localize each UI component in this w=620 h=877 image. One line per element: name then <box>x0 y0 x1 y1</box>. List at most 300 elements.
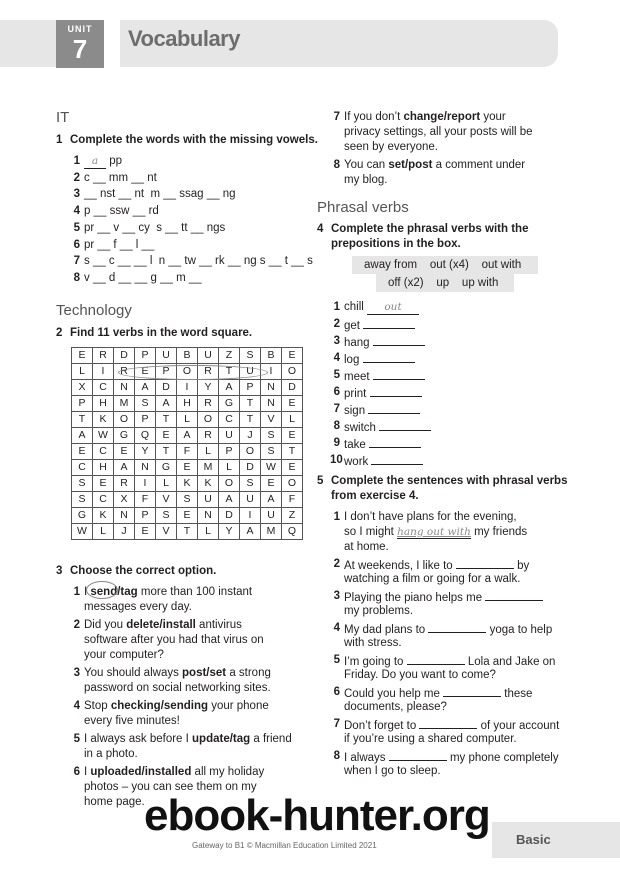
item-segment: a comment under <box>432 159 526 171</box>
item-number: 3 <box>333 335 340 347</box>
grid-cell: T <box>72 412 93 428</box>
handwritten-answer: out <box>367 302 419 315</box>
item-line <box>84 618 242 633</box>
item-line <box>344 351 415 368</box>
item-segment: Playing the piano helps me <box>344 592 486 604</box>
grid-cell: I <box>261 364 282 380</box>
grid-row <box>72 508 303 524</box>
grid-cell: Z <box>219 348 240 364</box>
phrasal-verb: work <box>344 456 369 468</box>
grid-row <box>72 380 303 396</box>
item-number: 6 <box>333 686 340 698</box>
word-box-text-2: off (x2) up up with <box>388 277 499 289</box>
grid-row <box>72 492 303 508</box>
grid-row <box>72 396 303 412</box>
unit-label: UNIT <box>67 24 93 34</box>
grid-cell: R <box>114 364 135 380</box>
grid-cell: A <box>177 428 198 444</box>
grid-cell: R <box>198 428 219 444</box>
grid-cell: Y <box>219 524 240 540</box>
item-segment: so I might <box>344 526 398 538</box>
grid-cell: C <box>93 492 114 508</box>
item-text <box>84 154 122 169</box>
grid-cell: T <box>156 412 177 428</box>
grid-cell: V <box>156 524 177 540</box>
unit-badge <box>56 20 104 68</box>
grid-cell: M <box>261 524 282 540</box>
grid-cell: P <box>72 396 93 412</box>
grid-cell: P <box>156 364 177 380</box>
grid-cell: K <box>93 412 114 428</box>
grid-cell: I <box>177 380 198 396</box>
item-word: v __ d __ __ g __ m __ <box>84 271 202 284</box>
grid-cell: P <box>219 444 240 460</box>
grid-cell: S <box>261 428 282 444</box>
item-line-cont: photos – you can see them on my <box>84 781 257 793</box>
grid-cell: A <box>240 524 261 540</box>
item-segment: Lola and Jake on <box>464 656 556 668</box>
grid-cell: H <box>177 396 198 412</box>
grid-cell: D <box>282 380 303 396</box>
circled-option-send <box>86 581 118 599</box>
item-line <box>344 436 421 453</box>
grid-cell: S <box>72 476 93 492</box>
item-number: 10 <box>330 454 343 466</box>
answer-blank <box>419 717 477 729</box>
item-text <box>84 238 154 253</box>
grid-cell: L <box>198 524 219 540</box>
grid-cell: K <box>198 476 219 492</box>
grid-cell: S <box>177 492 198 508</box>
grid-row <box>72 476 303 492</box>
grid-cell: X <box>72 380 93 396</box>
item-segment: If you don’t <box>344 111 404 123</box>
grid-cell: H <box>93 396 114 412</box>
item-line <box>344 334 425 351</box>
grid-cell: E <box>135 364 156 380</box>
answer-blank <box>363 351 415 363</box>
item-segment: your <box>480 111 506 123</box>
item-word: pr __ f __ l __ <box>84 238 155 251</box>
item-number: 2 <box>73 171 80 184</box>
item-segment: Stop <box>84 700 111 712</box>
item-line: at home. <box>344 541 389 553</box>
grid-cell: D <box>219 508 240 524</box>
grid-cell: A <box>114 460 135 476</box>
grid-cell: S <box>240 476 261 492</box>
item-segment: a strong <box>226 667 271 679</box>
item-segment: I <box>84 766 91 778</box>
item-line-cont: software after you had that virus on <box>84 634 264 646</box>
item-number: 5 <box>333 369 340 381</box>
grid-row <box>72 348 303 364</box>
grid-cell: F <box>177 444 198 460</box>
item-number: 3 <box>73 188 80 201</box>
phrasal-verb: meet <box>344 371 370 383</box>
item-number: 4 <box>73 205 80 218</box>
item-segment: checking/sending <box>110 700 208 712</box>
grid-cell: X <box>114 492 135 508</box>
item-line-cont: home page. <box>84 796 145 808</box>
grid-cell: L <box>93 524 114 540</box>
item-word: c __ mm __ nt <box>84 171 157 184</box>
item-line <box>84 666 271 681</box>
answer-blank <box>379 419 431 431</box>
item-line <box>84 699 269 714</box>
grid-cell: O <box>240 444 261 460</box>
item-number: 5 <box>73 733 80 745</box>
item-number: 4 <box>333 352 340 364</box>
item-number: 6 <box>333 386 340 398</box>
grid-cell: C <box>93 444 114 460</box>
word-box-text-1: away from out (x4) out with <box>364 259 522 271</box>
item-segment: I always <box>344 752 389 764</box>
item-line: watching a film or going for a walk. <box>344 573 521 585</box>
grid-cell: G <box>156 460 177 476</box>
item-number: 1 <box>73 155 80 167</box>
item-segment: I always ask before I <box>84 733 193 745</box>
grid-cell: W <box>261 460 282 476</box>
word-box-row-2 <box>376 274 514 292</box>
item-segment: uploaded/installed <box>90 766 192 778</box>
item-line-cont: privacy settings, all your posts will be <box>344 126 533 138</box>
watermark-text: ebook-hunter.org <box>144 791 490 840</box>
grid-cell: A <box>219 492 240 508</box>
grid-cell: L <box>72 364 93 380</box>
grid-cell: C <box>93 380 114 396</box>
answer-blank <box>485 589 543 601</box>
grid-cell: O <box>282 364 303 380</box>
item-segment: these <box>501 688 533 700</box>
item-line-cont: in a photo. <box>84 748 138 760</box>
grid-cell: U <box>240 492 261 508</box>
grid-cell: T <box>240 412 261 428</box>
grid-cell: H <box>93 460 114 476</box>
answer-blank <box>371 453 423 465</box>
item-line <box>344 419 431 436</box>
grid-cell: B <box>177 348 198 364</box>
grid-cell: O <box>198 412 219 428</box>
item-number: 2 <box>333 558 340 570</box>
answer-blank <box>370 385 422 397</box>
item-segment: yoga to help <box>486 624 553 636</box>
grid-cell: E <box>282 396 303 412</box>
grid-cell: L <box>282 412 303 428</box>
item-word: __ nst __ nt m __ ssag __ ng <box>84 188 236 201</box>
grid-cell: E <box>177 508 198 524</box>
item-text <box>84 187 236 202</box>
item-number: 6 <box>73 238 80 251</box>
item-line-cont: my blog. <box>344 174 388 186</box>
handwritten-answer: hang out with <box>397 526 471 538</box>
item-number: 2 <box>73 619 80 631</box>
grid-cell: Q <box>282 524 303 540</box>
grid-cell: N <box>114 508 135 524</box>
answer-blank <box>363 317 415 329</box>
grid-cell: Y <box>198 380 219 396</box>
grid-cell: A <box>261 492 282 508</box>
grid-cell: I <box>240 508 261 524</box>
item-line <box>344 158 525 173</box>
item-word: pr __ v __ cy s __ tt __ ngs <box>84 221 226 234</box>
grid-cell: E <box>282 348 303 364</box>
grid-cell: L <box>198 444 219 460</box>
item-text <box>84 221 225 236</box>
phrasal-verb: get <box>344 320 360 332</box>
phrasal-verb: log <box>344 354 360 366</box>
grid-cell: J <box>114 524 135 540</box>
phrasal-verb: take <box>344 439 366 451</box>
item-segment: At weekends, I like to <box>344 560 456 572</box>
item-line-cont: password on social networking sites. <box>84 682 271 694</box>
item-word: p __ ssw __ rd <box>84 205 159 218</box>
grid-cell: E <box>93 476 114 492</box>
grid-cell: S <box>135 396 156 412</box>
item-line: I don’t have plans for the evening, <box>344 511 517 523</box>
grid-cell: U <box>261 508 282 524</box>
item-line <box>344 385 422 402</box>
word-box-row-1 <box>352 256 538 274</box>
item-number: 7 <box>73 255 80 268</box>
item-segment: post/set <box>182 667 227 679</box>
grid-cell: E <box>282 460 303 476</box>
grid-cell: M <box>114 396 135 412</box>
item-segment: delete/install <box>126 619 196 631</box>
item-segment: I <box>84 586 91 598</box>
grid-cell: T <box>282 444 303 460</box>
item-segment: all my holiday <box>191 766 265 778</box>
item-number: 1 <box>333 301 340 313</box>
grid-row <box>72 428 303 444</box>
grid-cell: D <box>114 348 135 364</box>
grid-cell: R <box>114 476 135 492</box>
grid-cell: T <box>240 396 261 412</box>
unit-number: 7 <box>72 34 88 64</box>
answer-blank <box>373 334 425 346</box>
grid-cell: O <box>114 412 135 428</box>
item-number: 1 <box>73 586 80 598</box>
grid-cell: Q <box>135 428 156 444</box>
grid-cell: A <box>156 396 177 412</box>
grid-cell: E <box>261 476 282 492</box>
page-label: Basic <box>516 832 551 847</box>
grid-cell: E <box>114 444 135 460</box>
answer-blank <box>443 685 501 697</box>
grid-cell: D <box>156 380 177 396</box>
item-line: if you’re using a shared computer. <box>344 733 517 745</box>
grid-cell: W <box>72 524 93 540</box>
item-line-cont: every five minutes! <box>84 715 180 727</box>
item-number: 7 <box>333 403 340 415</box>
item-segment: by <box>513 560 530 572</box>
grid-cell: L <box>177 412 198 428</box>
grid-cell: I <box>135 476 156 492</box>
item-number: 8 <box>333 750 340 762</box>
grid-cell: B <box>261 348 282 364</box>
grid-cell: V <box>156 492 177 508</box>
item-segment: You should always <box>84 667 183 679</box>
grid-cell: O <box>219 476 240 492</box>
grid-cell: C <box>72 460 93 476</box>
item-line-cont: your computer? <box>84 649 164 661</box>
grid-cell: G <box>219 396 240 412</box>
item-number: 2 <box>333 318 340 330</box>
grid-cell: A <box>72 428 93 444</box>
grid-cell: I <box>93 364 114 380</box>
grid-cell: V <box>261 412 282 428</box>
grid-cell: R <box>93 348 114 364</box>
item-segment: My dad plans to <box>344 624 429 636</box>
item-line: Friday. Do you want to come? <box>344 669 496 681</box>
grid-cell: F <box>282 492 303 508</box>
item-word: s __ c __ __ l n __ tw __ rk __ ng s __ t __ s <box>84 255 313 268</box>
item-segment: You can <box>344 159 389 171</box>
grid-cell: W <box>93 428 114 444</box>
answer-blank <box>407 653 465 665</box>
item-number: 4 <box>73 700 80 712</box>
grid-cell: O <box>177 364 198 380</box>
grid-cell: R <box>198 364 219 380</box>
item-number: 8 <box>333 420 340 432</box>
item-line: documents, please? <box>344 701 447 713</box>
item-segment: set/post <box>388 159 433 171</box>
item-line <box>344 368 425 385</box>
item-segment: send/tag <box>90 586 138 598</box>
item-line <box>344 525 527 540</box>
grid-cell: C <box>219 412 240 428</box>
item-segment: update/tag <box>192 733 251 745</box>
answer-blank <box>373 368 425 380</box>
grid-cell: N <box>114 380 135 396</box>
header-gap <box>104 20 120 67</box>
grid-cell: J <box>240 428 261 444</box>
item-line-cont: seen by everyone. <box>344 141 438 153</box>
item-number: 4 <box>333 622 340 634</box>
item-segment: Could you help me <box>344 688 444 700</box>
grid-cell: S <box>156 508 177 524</box>
grid-row <box>72 412 303 428</box>
grid-cell: O <box>282 476 303 492</box>
grid-cell: L <box>156 476 177 492</box>
item-number: 3 <box>73 667 80 679</box>
item-text <box>84 204 159 219</box>
grid-cell: E <box>156 428 177 444</box>
item-segment: change/report <box>403 111 481 123</box>
answer-blank <box>389 749 447 761</box>
item-segment: antivirus <box>195 619 242 631</box>
item-line <box>344 110 506 125</box>
item-number: 7 <box>333 718 340 730</box>
item-word: pp <box>109 155 122 167</box>
grid-cell: U <box>219 428 240 444</box>
phrasal-verb: switch <box>344 422 376 434</box>
grid-cell: R <box>198 396 219 412</box>
grid-cell: M <box>198 460 219 476</box>
item-number: 5 <box>333 654 340 666</box>
grid-cell: U <box>198 348 219 364</box>
item-number: 7 <box>333 111 340 123</box>
grid-cell: N <box>135 460 156 476</box>
item-line-cont: messages every day. <box>84 601 192 613</box>
item-line <box>84 732 292 747</box>
grid-cell: D <box>240 460 261 476</box>
grid-cell: U <box>198 492 219 508</box>
item-text <box>84 171 157 186</box>
grid-row <box>72 460 303 476</box>
grid-cell: E <box>72 348 93 364</box>
item-number: 6 <box>73 766 80 778</box>
grid-cell: G <box>114 428 135 444</box>
item-line <box>344 453 423 470</box>
item-segment: my phone completely <box>446 752 559 764</box>
phrasal-verb: hang <box>344 337 370 349</box>
circled-word-report <box>118 365 268 380</box>
item-number: 9 <box>333 437 340 449</box>
grid-cell: F <box>135 492 156 508</box>
grid-cell: T <box>177 524 198 540</box>
item-segment: I’m going to <box>344 656 407 668</box>
phrasal-verb: chill <box>344 301 364 313</box>
grid-cell: P <box>135 412 156 428</box>
item-text <box>84 254 313 269</box>
grid-cell: U <box>156 348 177 364</box>
item-segment: of your account <box>477 720 560 732</box>
grid-cell: S <box>240 348 261 364</box>
answer-blank <box>456 557 514 569</box>
grid-cell: E <box>282 428 303 444</box>
copyright-text: Gateway to B1 © Macmillan Education Limited 2021 <box>192 841 377 850</box>
item-segment: more than 100 instant <box>137 586 253 598</box>
grid-cell: K <box>177 476 198 492</box>
section-heading-phrasal-verbs: Phrasal verbs <box>317 199 409 216</box>
grid-cell: Z <box>282 508 303 524</box>
grid-cell: K <box>93 508 114 524</box>
item-number: 1 <box>333 511 340 523</box>
item-number: 8 <box>73 271 80 284</box>
item-line: my problems. <box>344 605 414 617</box>
grid-cell: E <box>177 460 198 476</box>
answer-blank <box>428 621 486 633</box>
handwritten-answer: a <box>84 156 106 169</box>
phrasal-verb: print <box>344 388 367 400</box>
answer-blank <box>369 436 421 448</box>
item-line: with stress. <box>344 637 402 649</box>
section-heading-it: IT <box>56 109 70 126</box>
item-segment: my friends <box>470 526 528 538</box>
grid-cell: G <box>72 508 93 524</box>
grid-cell: P <box>135 508 156 524</box>
item-line <box>344 402 420 419</box>
page-tab <box>492 822 620 858</box>
item-number: 5 <box>73 221 80 234</box>
item-segment: Did you <box>84 619 127 631</box>
item-line: when I go to sleep. <box>344 765 441 777</box>
grid-cell: L <box>219 460 240 476</box>
page-title: Vocabulary <box>128 26 240 51</box>
answer-blank <box>368 402 420 414</box>
item-line <box>344 300 419 315</box>
grid-cell: N <box>261 396 282 412</box>
grid-cell: A <box>219 380 240 396</box>
grid-row <box>72 524 303 540</box>
grid-cell: E <box>72 444 93 460</box>
grid-row <box>72 444 303 460</box>
grid-cell: E <box>135 524 156 540</box>
grid-cell: P <box>135 348 156 364</box>
item-segment: a friend <box>250 733 292 745</box>
grid-cell: N <box>198 508 219 524</box>
grid-cell: Y <box>135 444 156 460</box>
